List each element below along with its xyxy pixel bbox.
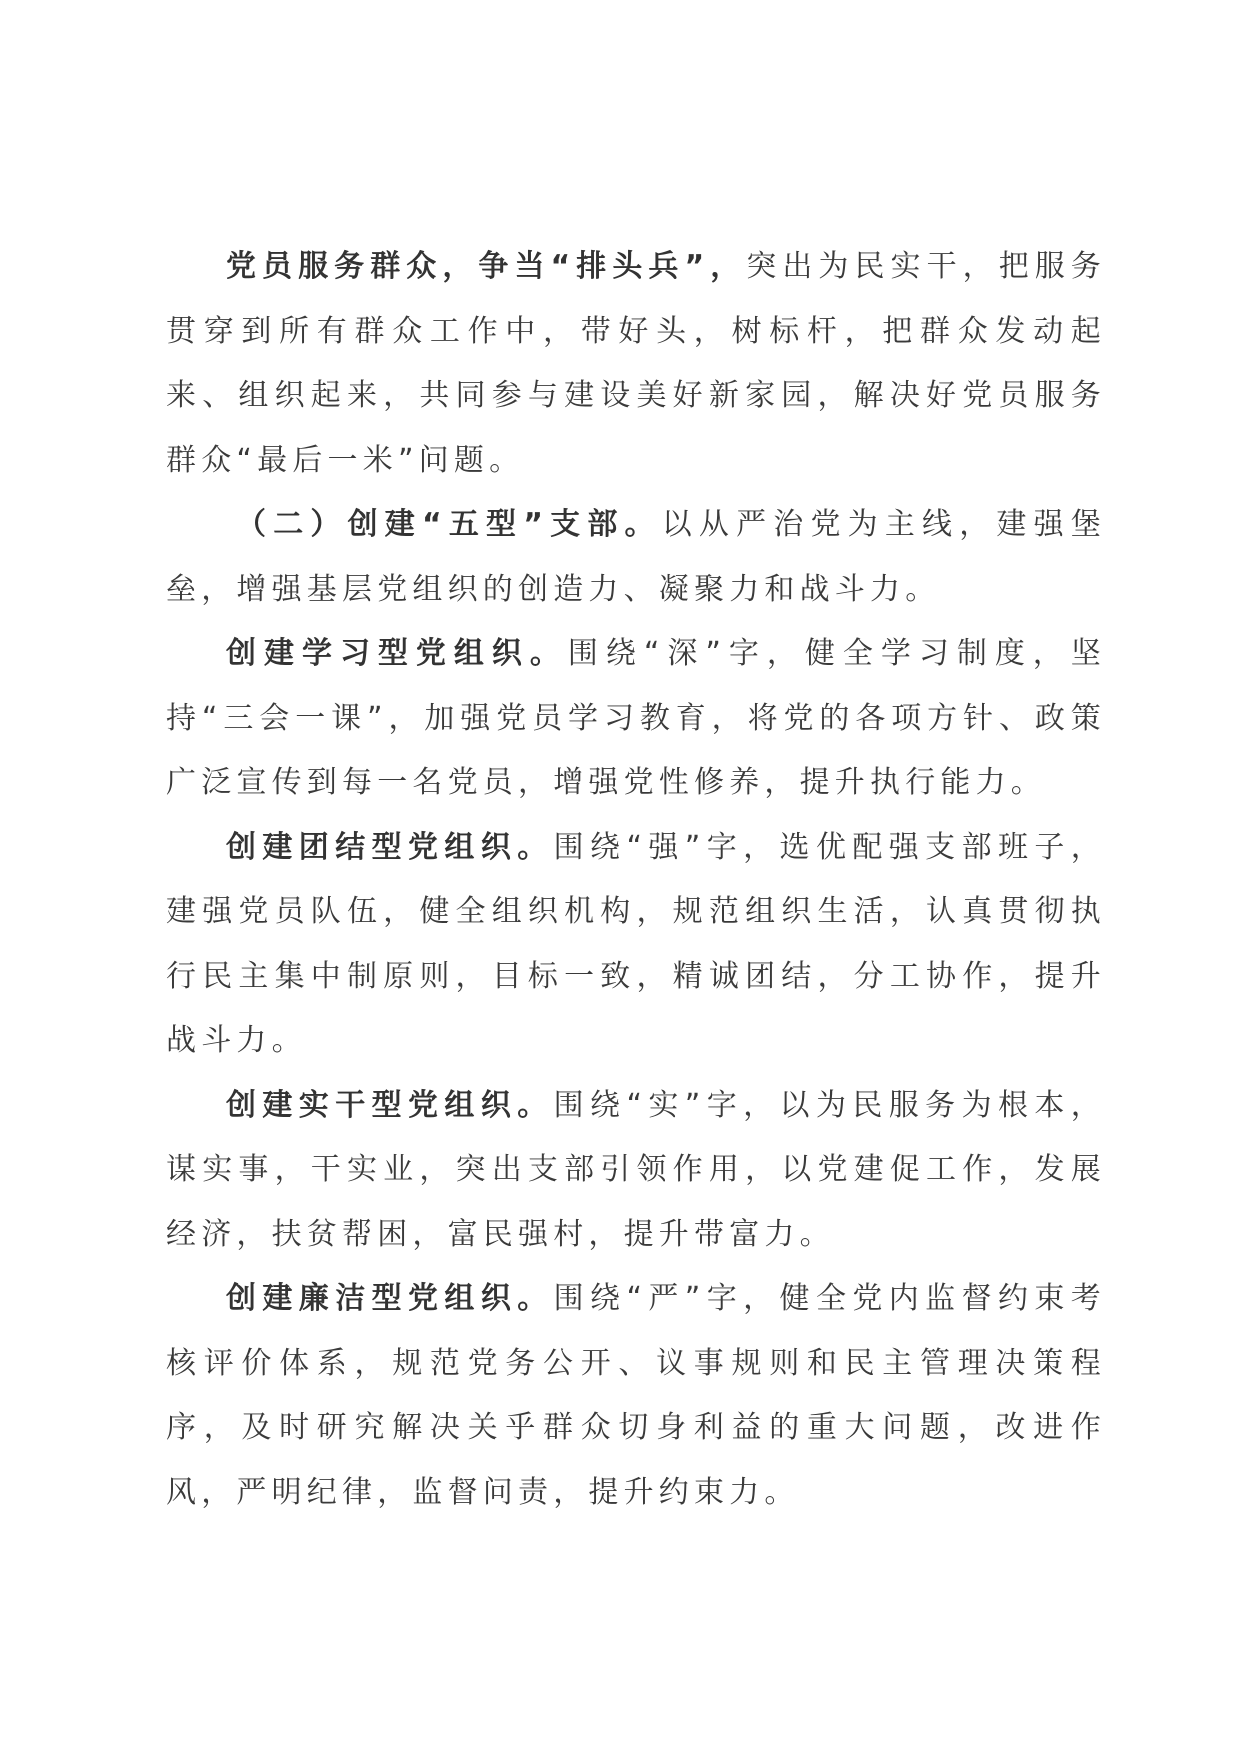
paragraph-body: 围绕“深”字，健全学习制度，坚持“三会一课”，加强党员学习教育，将党的各项方针、政策广泛宣传到每一名党员，增强党性修养，提升执行能力。 <box>166 636 1106 800</box>
section-heading-five-type-branch <box>166 493 1106 622</box>
paragraph-practical-type <box>166 1074 1106 1268</box>
paragraph-lead: 创建团结型党组织。 <box>226 829 554 865</box>
section-heading: （二）创建“五型”支部。 <box>236 507 662 542</box>
paragraph-unity-type <box>166 816 1106 1074</box>
paragraph-body: 以从严治党为主线，建强堡垒，增强基层党组织的创造力、凝聚力和战斗力。 <box>166 507 1106 607</box>
document-page <box>166 235 1106 1525</box>
paragraph-body: 围绕“严”字，健全党内监督约束考核评价体系，规范党务公开、议事规则和民主管理决策程序，及时研究解决关乎群众切身利益的重大问题，改进作风，严明纪律，监督问责，提升约束力。 <box>166 1281 1106 1510</box>
paragraph-body: 围绕“实”字，以为民服务为根本，谋实事，干实业，突出支部引领作用，以党建促工作，发展经济，扶贫帮困，富民强村，提升带富力。 <box>166 1087 1106 1252</box>
paragraph-lead: 党员服务群众，争当“排头兵”， <box>226 249 747 284</box>
paragraph-body: 突出为民实干，把服务贯穿到所有群众工作中，带好头，树标杆，把群众发动起来、组织起来，共同参与建设美好新家园，解决好党员服务群众“最后一米”问题。 <box>166 249 1107 478</box>
paragraph-body: 围绕“强”字，选优配强支部班子，建强党员队伍，健全组织机构，规范组织生活，认真贯彻执行民主集中制原则，目标一致，精诚团结，分工协作，提升战斗力。 <box>166 829 1106 1058</box>
paragraph-party-service <box>166 235 1106 493</box>
paragraph-learning-type <box>166 622 1106 816</box>
paragraph-lead: 创建实干型党组织。 <box>226 1087 554 1123</box>
paragraph-lead: 创建廉洁型党组织。 <box>226 1281 554 1316</box>
paragraph-lead: 创建学习型党组织。 <box>226 636 568 671</box>
paragraph-integrity-type <box>166 1267 1106 1525</box>
